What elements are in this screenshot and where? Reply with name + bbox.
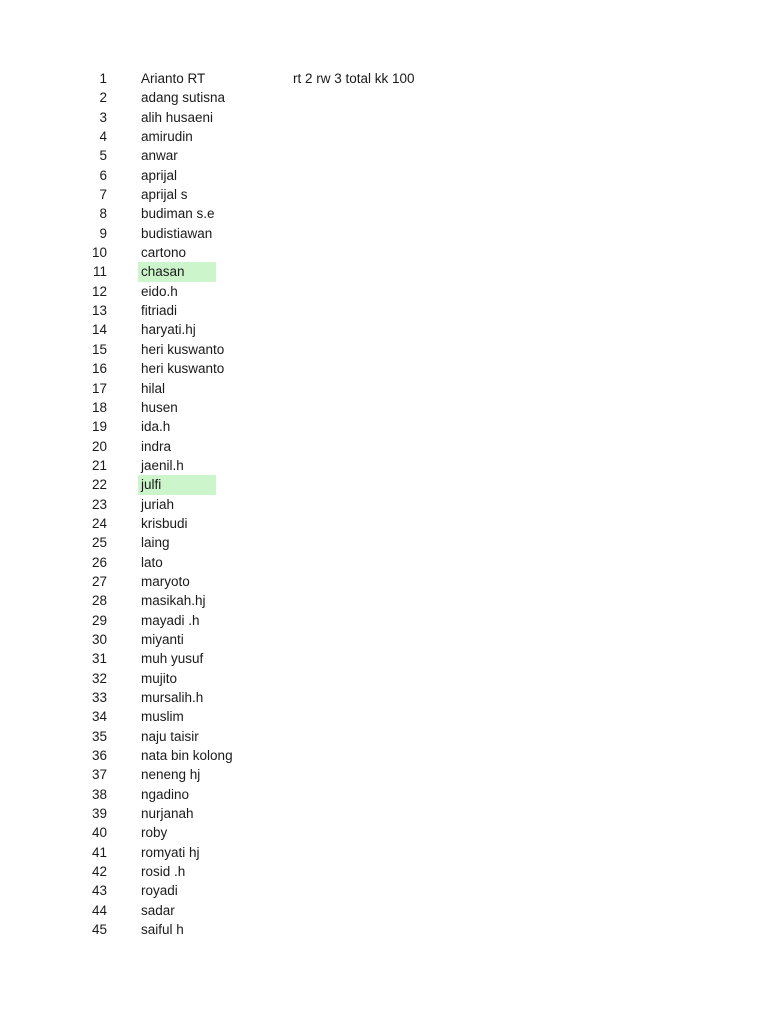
name-cell: romyati hj — [141, 844, 200, 860]
name-cell: neneng hj — [141, 767, 201, 783]
row-number: 36 — [91, 748, 107, 764]
name-cell: nata bin kolong — [141, 748, 233, 764]
row-number: 2 — [99, 90, 107, 106]
table-row — [0, 611, 768, 630]
table-row — [0, 630, 768, 649]
name-cell: aprijal s — [141, 187, 188, 203]
row-number: 4 — [99, 129, 107, 145]
table-row — [0, 765, 768, 784]
table-row — [0, 881, 768, 900]
row-number: 1 — [99, 71, 107, 86]
name-cell: maryoto — [141, 573, 190, 589]
table-row — [0, 688, 768, 707]
row-number: 33 — [91, 690, 107, 705]
name-cell: heri kuswanto — [141, 361, 225, 377]
row-number: 6 — [99, 167, 107, 183]
name-cell: cartono — [141, 245, 187, 261]
table-row — [0, 649, 768, 668]
table-row — [0, 108, 768, 127]
row-number: 23 — [91, 496, 107, 512]
row-number: 39 — [91, 806, 107, 822]
name-cell: nurjanah — [141, 806, 194, 822]
table-row — [0, 224, 768, 243]
table-row — [0, 572, 768, 591]
table-row — [0, 437, 768, 456]
table-row — [0, 398, 768, 417]
name-cell: alih husaeni — [141, 109, 214, 125]
table-row — [0, 533, 768, 552]
table-row — [0, 669, 768, 688]
name-cell: haryati.hj — [141, 322, 196, 338]
name-cell: heri kuswanto — [141, 341, 225, 357]
row-number: 26 — [91, 554, 107, 570]
row-number: 44 — [91, 902, 107, 918]
row-number: 32 — [91, 670, 107, 686]
name-cell: roby — [141, 825, 168, 841]
row-number: 10 — [91, 245, 107, 261]
name-cell: mujito — [141, 670, 178, 686]
table-row — [0, 417, 768, 436]
row-number: 45 — [91, 922, 107, 938]
row-number: 16 — [91, 361, 107, 377]
name-cell: husen — [141, 399, 178, 415]
highlighted-name-cell: chasan — [138, 262, 216, 281]
row-number: 20 — [91, 438, 107, 454]
table-row — [0, 707, 768, 726]
table-row — [0, 746, 768, 765]
row-number: 40 — [91, 825, 107, 841]
table-row — [0, 262, 768, 281]
table-row — [0, 301, 768, 320]
table-row — [0, 843, 768, 862]
table-row — [0, 901, 768, 920]
table-row — [0, 185, 768, 204]
name-cell: aprijal — [141, 167, 178, 183]
table-row — [0, 804, 768, 823]
table-row — [0, 727, 768, 746]
table-row — [0, 69, 768, 88]
table-row — [0, 243, 768, 262]
row-number: 25 — [91, 535, 107, 551]
row-number: 35 — [91, 728, 107, 744]
table-row — [0, 282, 768, 301]
row-number: 38 — [91, 786, 107, 802]
name-cell: sadar — [141, 902, 175, 918]
table-row — [0, 591, 768, 610]
name-cell: saiful h — [141, 922, 184, 938]
name-cell: budiman s.e — [141, 206, 215, 222]
name-cell: naju taisir — [141, 728, 199, 744]
row-number: 34 — [91, 709, 107, 725]
row-number: 37 — [91, 767, 107, 783]
row-number: 18 — [91, 399, 107, 415]
table-row — [0, 320, 768, 339]
row-number: 29 — [91, 612, 107, 628]
table-row — [0, 127, 768, 146]
name-cell: lato — [141, 554, 163, 570]
row-number: 28 — [91, 593, 107, 609]
row-number: 7 — [99, 187, 107, 203]
name-cell: indra — [141, 438, 172, 454]
row-number: 24 — [91, 515, 107, 531]
table-row — [0, 379, 768, 398]
row-number: 42 — [91, 864, 107, 880]
name-cell: anwar — [141, 148, 178, 164]
name-cell: amirudin — [141, 129, 193, 145]
name-cell: adang sutisna — [141, 90, 226, 106]
table-row — [0, 514, 768, 533]
row-number: 12 — [91, 283, 107, 299]
name-cell: muh yusuf — [141, 651, 204, 667]
row-number: 14 — [91, 322, 107, 338]
row-number: 9 — [99, 225, 107, 241]
name-cell: budistiawan — [141, 225, 213, 241]
name-cell: ngadino — [141, 786, 190, 802]
name-cell: hilal — [141, 380, 166, 396]
row-number: 21 — [91, 457, 107, 473]
name-cell: juriah — [141, 496, 175, 512]
table-row — [0, 475, 768, 494]
row-number: 22 — [91, 477, 107, 493]
row-number: 30 — [91, 631, 107, 647]
row-number: 31 — [91, 651, 107, 667]
table-row — [0, 88, 768, 107]
table-row — [0, 204, 768, 223]
row-number: 27 — [91, 573, 107, 589]
name-cell: mayadi .h — [141, 612, 200, 628]
row-number: 15 — [91, 341, 107, 357]
table-row — [0, 146, 768, 165]
row-number: 43 — [91, 883, 107, 899]
name-cell: laing — [141, 535, 170, 551]
name-cell: ida.h — [141, 419, 171, 435]
row-number: 13 — [91, 303, 107, 319]
highlighted-name-cell: julfi — [138, 475, 216, 494]
table-row — [0, 495, 768, 514]
name-cell: jaenil.h — [141, 457, 184, 473]
table-row — [0, 920, 768, 939]
row-number: 8 — [99, 206, 107, 222]
name-cell: eido.h — [141, 283, 178, 299]
table-row — [0, 862, 768, 881]
table-row — [0, 340, 768, 359]
row-number: 5 — [99, 148, 107, 164]
name-cell: royadi — [141, 883, 178, 899]
spreadsheet-page — [0, 69, 768, 939]
table-row — [0, 166, 768, 185]
name-cell: fitriadi — [141, 303, 178, 319]
row-number: 11 — [92, 264, 107, 280]
table-row — [0, 823, 768, 842]
table-row — [0, 456, 768, 475]
name-cell: mursalih.h — [141, 690, 204, 705]
name-cell: krisbudi — [141, 515, 188, 531]
name-cell: Arianto RT — [141, 71, 206, 86]
name-cell: masikah.hj — [141, 593, 206, 609]
row-number: 19 — [91, 419, 107, 435]
summary-note: rt 2 rw 3 total kk 100 — [293, 71, 415, 86]
table-row — [0, 553, 768, 572]
name-cell: rosid .h — [141, 864, 186, 880]
row-number: 3 — [99, 109, 107, 125]
row-number: 41 — [91, 844, 107, 860]
table-row — [0, 359, 768, 378]
row-number: 17 — [91, 380, 107, 396]
table-row — [0, 785, 768, 804]
name-cell: miyanti — [141, 631, 184, 647]
name-cell: muslim — [141, 709, 184, 725]
